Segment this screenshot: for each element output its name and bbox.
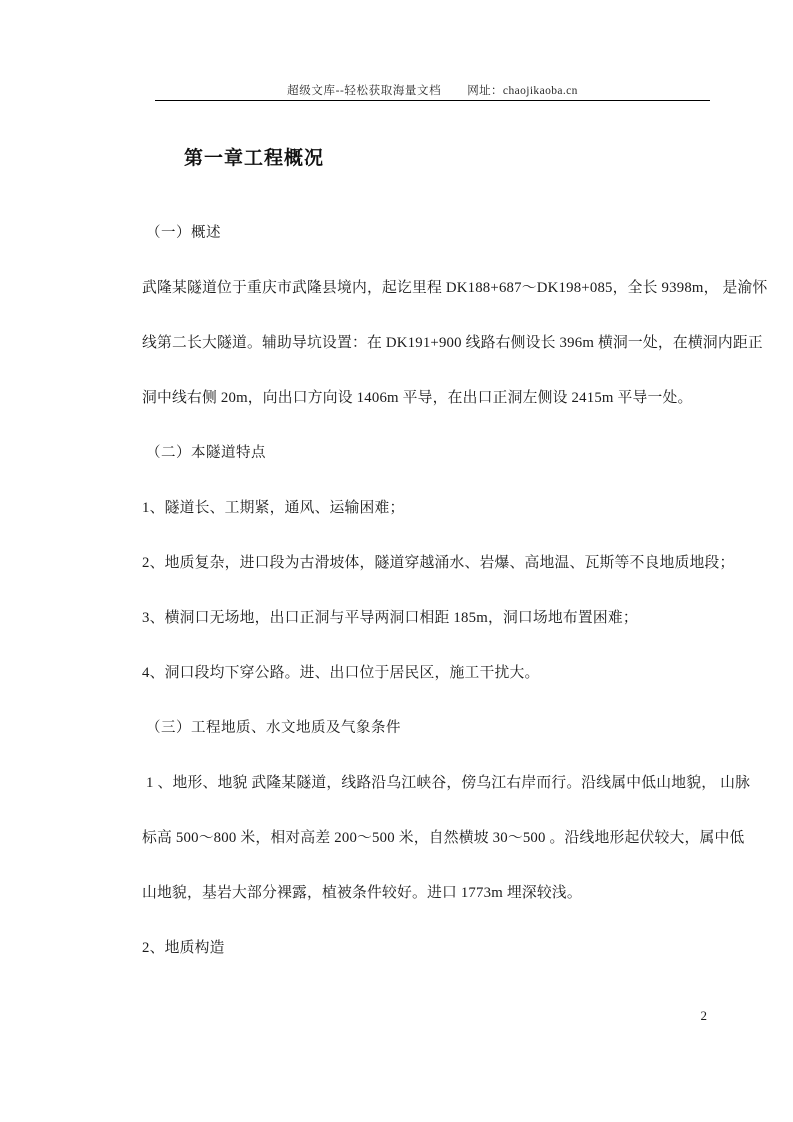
header-url-label: 网址：chaojikaoba.cn (467, 85, 578, 97)
page-header-content (155, 74, 710, 98)
tunnel-feature-item-1: 1、隧道长、工期紧，通风、运输困难； (142, 500, 405, 516)
overview-line-1: 武隆某隧道位于重庆市武隆县境内，起讫里程 DK188+687～DK198+085，全长 9398m， 是渝怀 (142, 280, 768, 296)
document-body (140, 128, 768, 976)
tunnel-feature-item-2: 2、地质复杂，进口段为古滑坡体，隧道穿越涌水、岩爆、高地温、瓦斯等不良地质地段； (142, 555, 735, 571)
header-site-text: 超级文库--轻松获取海量文档 (287, 85, 442, 97)
section-heading-overview: （一）概述 (146, 225, 221, 241)
overview-line-3: 洞中线右侧 20m，向出口方向设 1406m 平导，在出口正洞左侧设 2415m 平导一处。 (142, 390, 693, 406)
topography-line-1: 1 、地形、地貌 武隆某隧道，线路沿乌江峡谷，傍乌江右岸而行。沿线属中低山地貌， 山脉 (146, 775, 751, 791)
topography-line-2: 标高 500～800 米，相对高差 200～500 米，自然横坡 30～500 。沿线地形起伏较大，属中低 (142, 830, 745, 846)
tunnel-feature-item-4: 4、洞口段均下穿公路。进、出口位于居民区，施工干扰大。 (142, 665, 540, 681)
tunnel-feature-item-3: 3、横洞口无场地，出口正洞与平导两洞口相距 185m，洞口场地布置困难； (142, 610, 638, 626)
section-heading-tunnel-features: （二）本隧道特点 (146, 445, 266, 461)
header-divider-rule (155, 100, 710, 101)
section-heading-geology-hydrology: （三）工程地质、水文地质及气象条件 (146, 720, 401, 736)
title-spacer (140, 176, 750, 206)
geologic-structure-item: 2、地质构造 (142, 940, 225, 956)
chapter-title: 第一章工程概况 (184, 148, 325, 169)
page-header (155, 74, 710, 102)
page-number: 2 (700, 1008, 707, 1023)
topography-line-3: 山地貌，基岩大部分裸露，植被条件较好。进口 1773m 埋深较浅。 (142, 885, 582, 901)
overview-line-2: 线第二长大隧道。辅助导坑设置：在 DK191+900 线路右侧设长 396m 横洞一处，在横洞内距正 (142, 335, 763, 351)
